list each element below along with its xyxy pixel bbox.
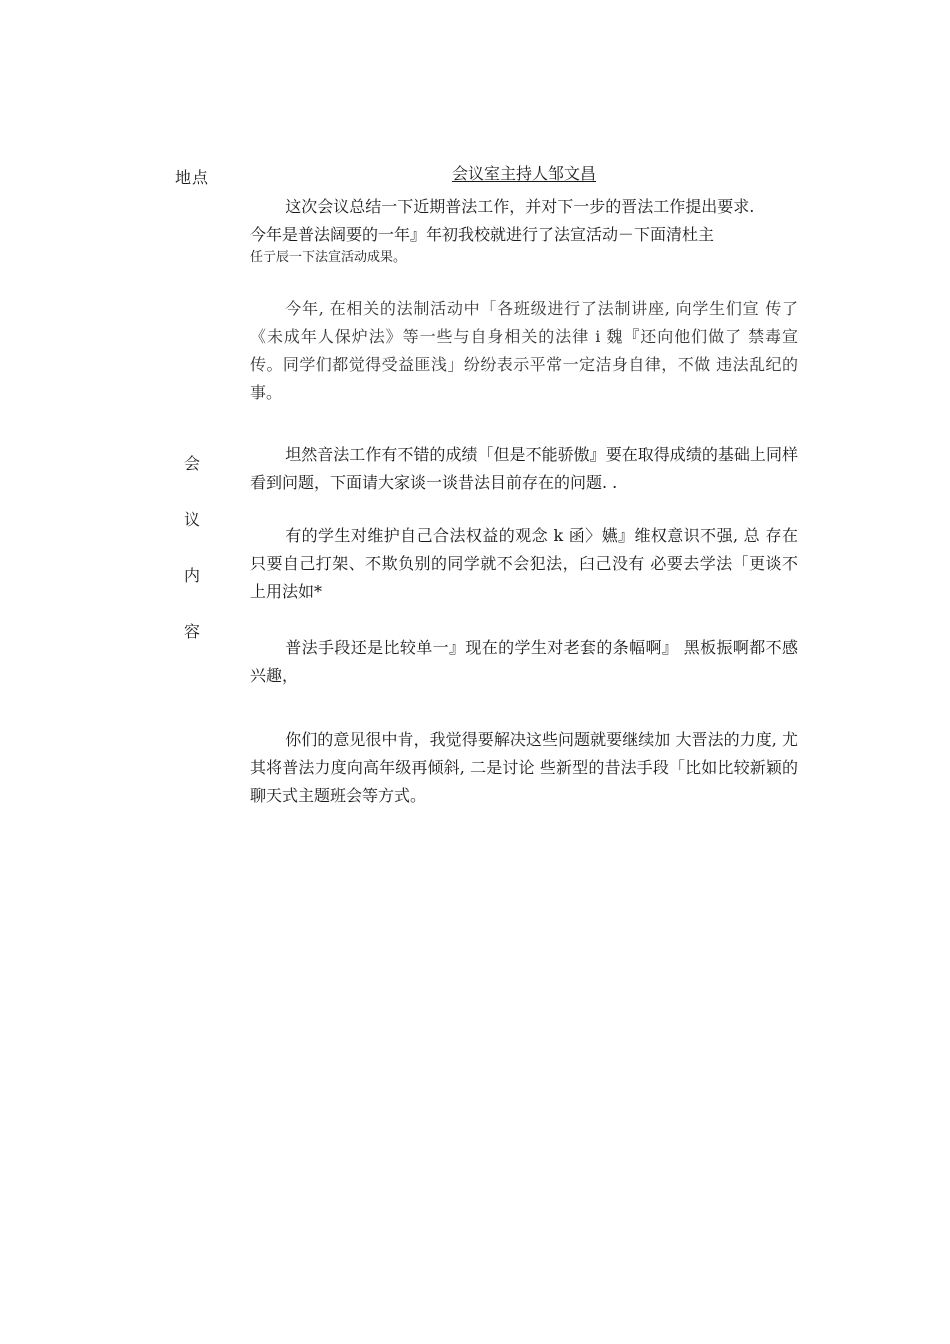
side-label-char: 议 bbox=[184, 510, 201, 529]
paragraph-rights-awareness: 有的学生对维护自己合法权益的观念 k 函〉嬿』维权意识不强, 总 存在只要自己打架、不欺负别的同学就不会犯法，臼己没有 必要去学法「更谈不上用法如* bbox=[250, 526, 798, 601]
paragraph-methods: 普法手段还是比较单一』现在的学生对老套的条幅啊』 黑板振啊都不感兴趣， bbox=[250, 638, 798, 685]
location-host-text: 会议室主持人邹文昌 bbox=[451, 164, 596, 183]
paragraph-report-request: 任亍辰一下法宣活动成果。 bbox=[250, 250, 407, 265]
paragraph-problems-intro: 坦然音法工作有不错的成绩「但是不能骄傲』要在取得成绩的基础上同样看到问题，下面请大家谈一谈昔法目前存在的问题. . bbox=[250, 445, 798, 492]
side-label-char: 容 bbox=[184, 622, 201, 641]
location-host-line bbox=[250, 163, 798, 185]
side-label-char: 内 bbox=[184, 566, 201, 585]
meeting-content-label bbox=[184, 453, 204, 677]
paragraph-year-summary: 今年是普法阔要的一年』年初我校就进行了法宣活动－下面清杜主 bbox=[250, 225, 715, 244]
paragraph-activities: 今年, 在相关的法制活动中「各班级进行了法制讲座, 向学生们宣 传了《未成年人保炉法》等一些与自身相关的法律 i 魏『还向他们做了 禁毒宣传。同学们都觉得受益匪浅」纷纷表示平常一定洁身自律，不做 违法乱纪的事。 bbox=[250, 299, 798, 402]
location-label: 地点 bbox=[175, 168, 210, 187]
meeting-content-body bbox=[250, 193, 798, 810]
paragraph-opening: 这次会议总结一下近期普法工作，并对下一步的晋法工作提出要求. bbox=[285, 197, 755, 216]
paragraph-conclusion: 你们的意见很中肯，我觉得要解决这些问题就要继续加 大晋法的力度, 尤其将普法力度向高年级再倾斜, 二是讨论 些新型的昔法手段「比如比较新颖的聊天式主题班会等方式。 bbox=[250, 730, 798, 805]
side-label-char: 会 bbox=[184, 454, 201, 473]
